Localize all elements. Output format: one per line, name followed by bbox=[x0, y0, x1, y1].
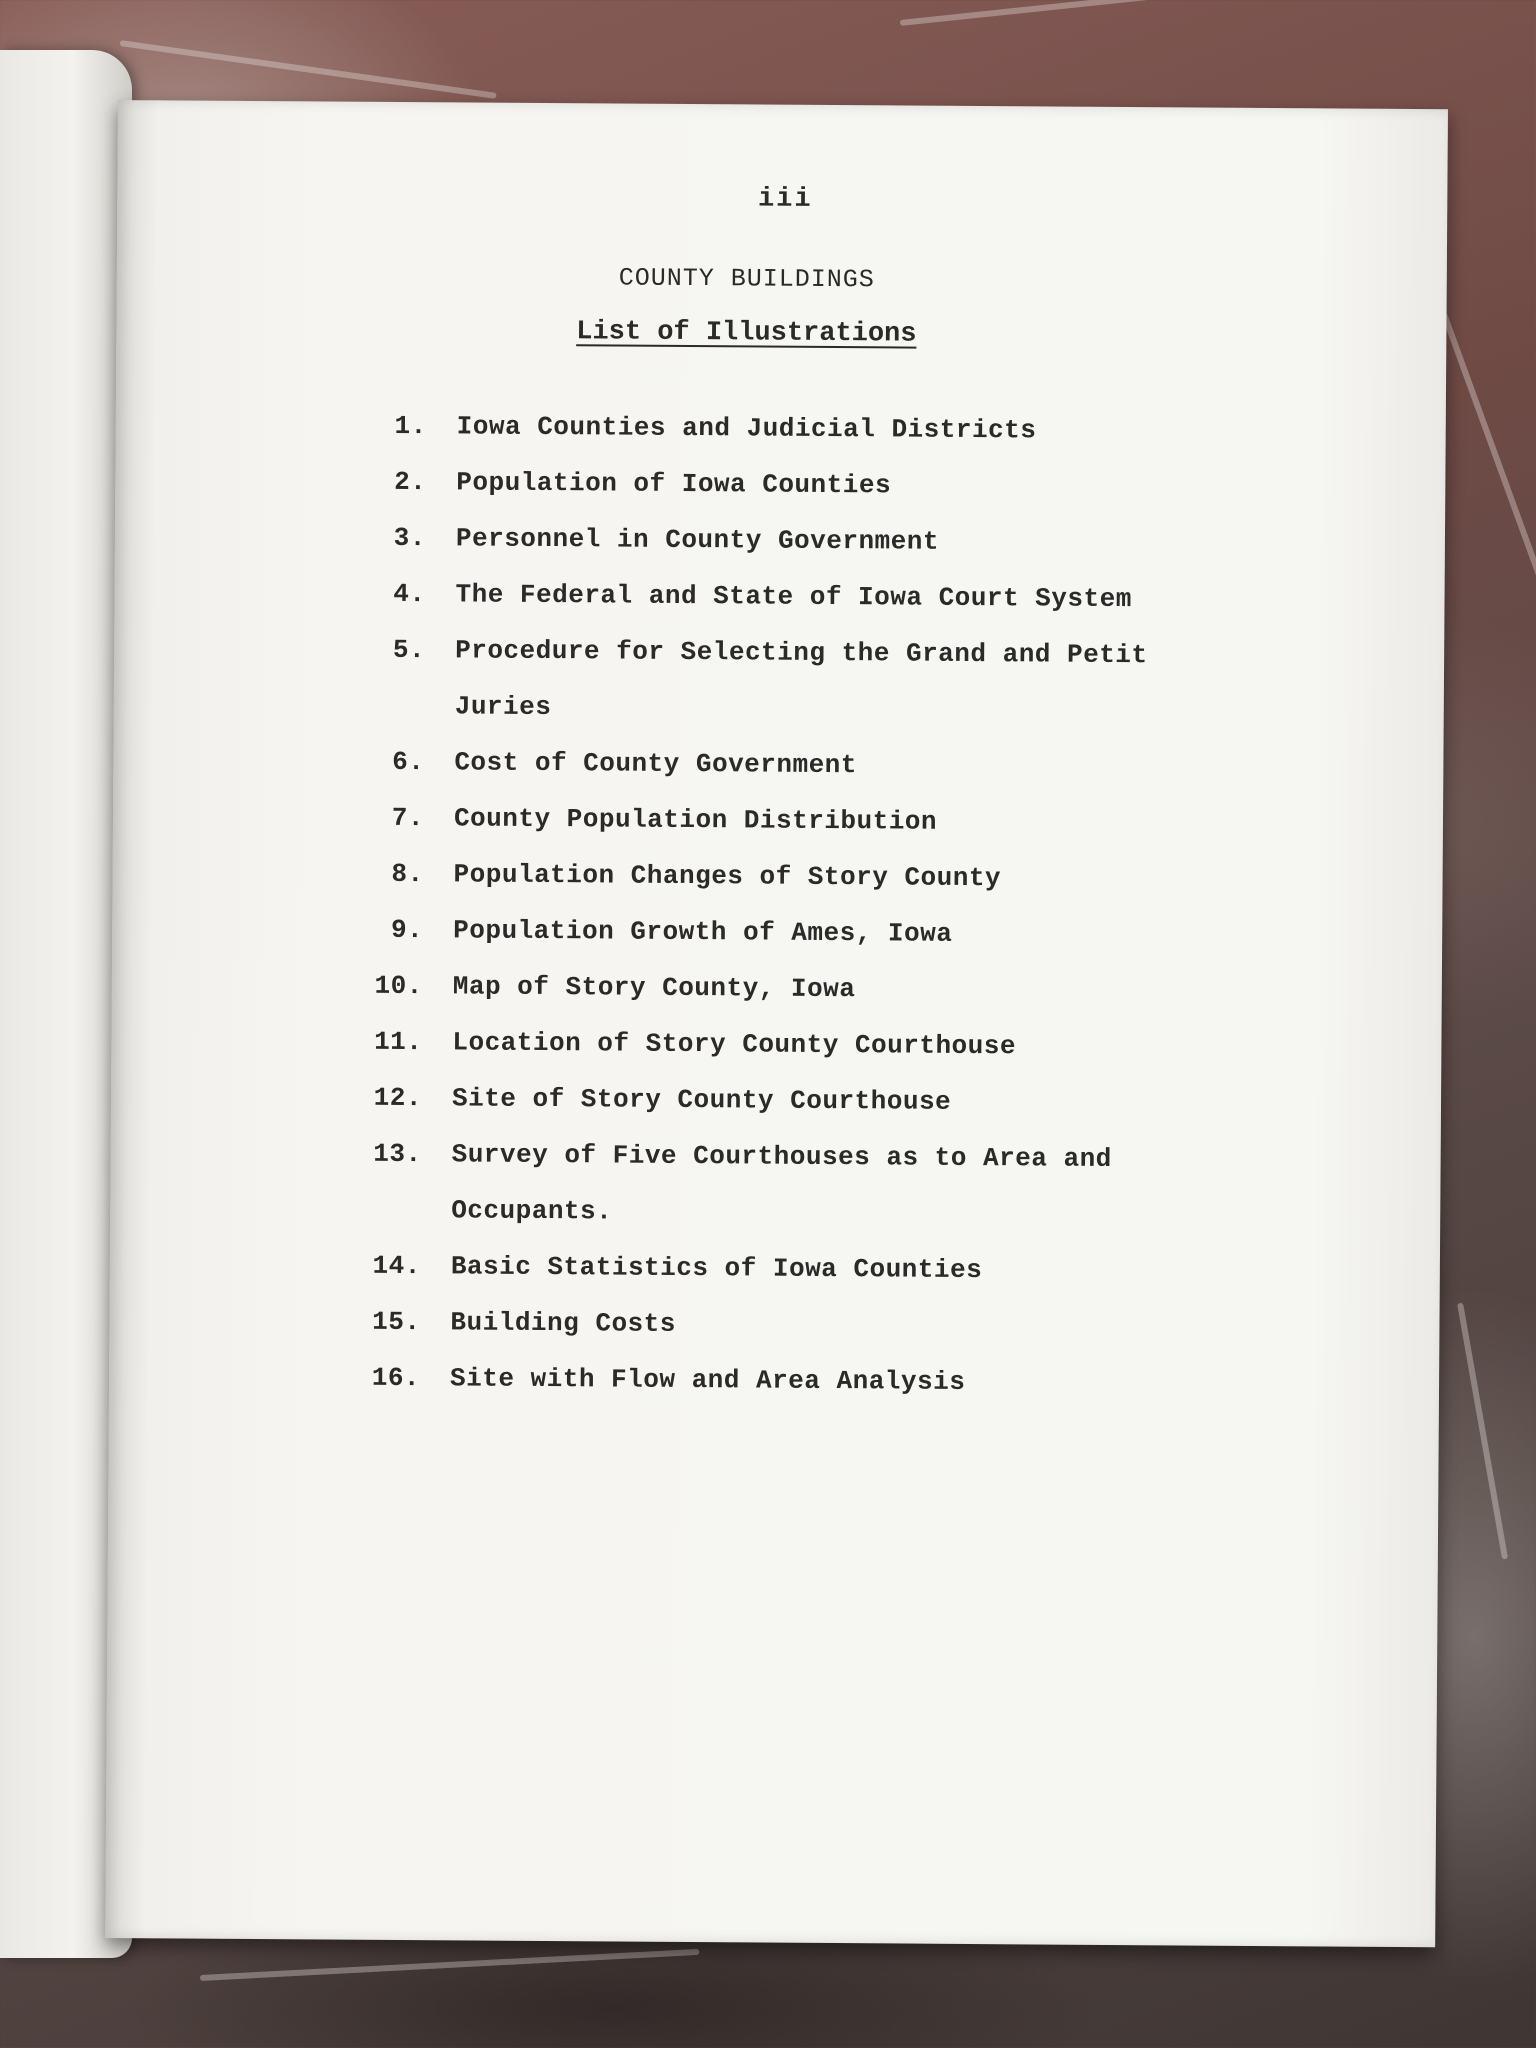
list-item bbox=[370, 510, 1270, 572]
item-number: 4. bbox=[393, 578, 426, 610]
list-item bbox=[371, 398, 1271, 460]
list-item bbox=[366, 1070, 1266, 1132]
item-number: 15. bbox=[372, 1306, 421, 1338]
item-title: Population Changes of Story County bbox=[453, 859, 1002, 894]
list-item bbox=[367, 902, 1267, 964]
item-title: Site of Story County Courthouse bbox=[451, 1083, 952, 1117]
marble-vein bbox=[120, 40, 497, 99]
item-title: Map of Story County, Iowa bbox=[452, 971, 856, 1005]
page-subtitle bbox=[486, 317, 1006, 351]
page-title: COUNTY BUILDINGS bbox=[618, 263, 875, 295]
item-title: Basic Statistics of Iowa Counties bbox=[450, 1251, 983, 1286]
marble-vein bbox=[1457, 1302, 1508, 1559]
marble-vein bbox=[900, 0, 1318, 26]
item-title: Procedure for Selecting the Grand and Petit Juries bbox=[454, 635, 1148, 723]
list-item bbox=[367, 958, 1267, 1020]
item-title: Population of Iowa Counties bbox=[456, 467, 892, 501]
item-number: 3. bbox=[393, 522, 427, 554]
list-item bbox=[365, 1238, 1265, 1300]
item-title: Cost of County Government bbox=[454, 747, 858, 781]
item-title: Location of Story County Courthouse bbox=[452, 1027, 1017, 1062]
page-number: iii bbox=[757, 184, 813, 215]
item-title: Population Growth of Ames, Iowa bbox=[453, 915, 953, 949]
illustrations-list bbox=[364, 398, 1271, 1412]
item-title: The Federal and State of Iowa Court System bbox=[455, 579, 1132, 615]
item-number: 12. bbox=[373, 1082, 423, 1114]
list-item bbox=[364, 1294, 1264, 1356]
list-item bbox=[368, 734, 1268, 796]
list-item bbox=[368, 790, 1268, 852]
list-item bbox=[369, 566, 1269, 628]
item-number: 11. bbox=[374, 1026, 423, 1058]
item-number: 1. bbox=[394, 410, 427, 442]
marble-vein bbox=[200, 1949, 700, 1981]
list-item bbox=[366, 1014, 1266, 1076]
item-title: Personnel in County Government bbox=[455, 523, 940, 557]
page-subtitle-text: List of Illustrations bbox=[576, 317, 917, 350]
item-title: Survey of Five Courthouses as to Area and Occupants. bbox=[451, 1139, 1112, 1227]
item-number: 13. bbox=[373, 1138, 422, 1170]
item-number: 16. bbox=[371, 1362, 421, 1394]
item-title: Building Costs bbox=[450, 1307, 677, 1339]
list-item bbox=[367, 846, 1267, 908]
list-item bbox=[370, 454, 1270, 516]
item-number: 14. bbox=[372, 1250, 421, 1282]
item-number: 6. bbox=[392, 746, 425, 778]
item-number: 5. bbox=[392, 634, 426, 666]
item-number: 7. bbox=[391, 802, 425, 834]
list-item bbox=[365, 1126, 1266, 1244]
list-item bbox=[364, 1350, 1264, 1412]
document-page bbox=[105, 100, 1448, 1947]
item-number: 10. bbox=[374, 970, 423, 1002]
item-title: Site with Flow and Area Analysis bbox=[449, 1363, 966, 1397]
marble-vein bbox=[1437, 302, 1536, 586]
item-number: 2. bbox=[394, 466, 427, 498]
item-title: Iowa Counties and Judicial Districts bbox=[456, 411, 1037, 446]
list-item bbox=[369, 622, 1270, 740]
item-number: 9. bbox=[390, 914, 424, 946]
item-number: 8. bbox=[391, 858, 424, 890]
item-title: County Population Distribution bbox=[453, 803, 938, 837]
